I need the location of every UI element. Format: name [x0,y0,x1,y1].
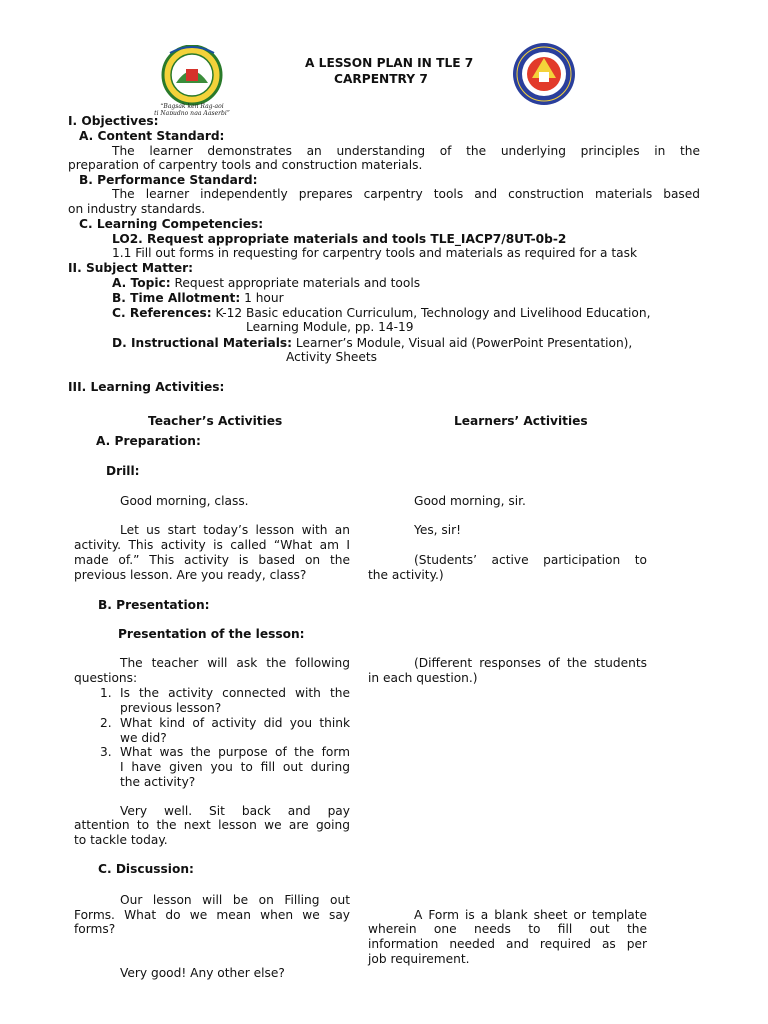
references-label: C. References: [112,306,212,320]
teacher-very-good: Very good! Any other else? [120,966,285,980]
references-value: K-12 Basic education Curriculum, Technology and Livelihood Education, [211,306,651,320]
learning-activities-heading: III. Learning Activities: [68,380,225,394]
learner-participation: (Students’ active participation to [414,553,647,567]
subject-matter-heading: II. Subject Matter: [68,261,194,275]
materials-value: Learner’s Module, Visual aid (PowerPoint Presentation), [292,336,633,350]
learner-greeting: Good morning, sir. [414,494,526,508]
doc-title-line1: A LESSON PLAN IN TLE 7 [305,56,474,70]
learner-form-definition: job requirement. [368,952,470,966]
teacher-very-well: Very well. Sit back and pay [120,804,350,818]
learner-column-header: Learners’ Activities [454,414,588,428]
teacher-drill-text: made of.” This activity is based on the [74,553,350,567]
references-value-cont: Learning Module, pp. 14-19 [246,320,414,334]
topic-value: Request appropriate materials and tools [170,276,421,290]
question-number: 2. [100,716,112,730]
performance-standard-label: B. Performance Standard: [79,173,258,187]
drill-heading: Drill: [106,464,140,478]
teacher-discussion: forms? [74,922,116,936]
learner-responses: in each question.) [368,671,478,685]
teacher-drill-text: previous lesson. Are you ready, class? [74,568,307,582]
materials-row [112,336,632,351]
question-text: previous lesson? [120,701,222,715]
teacher-very-well: attention to the next lesson we are going [74,818,350,832]
teacher-ask-text: The teacher will ask the following [120,656,350,670]
question-text: I have given you to fill out during [120,760,350,774]
content-standard-label: A. Content Standard: [79,129,225,143]
teacher-discussion: Our lesson will be on Filling out [120,893,350,907]
competency-sub: 1.1 Fill out forms in requesting for carpentry tools and materials as required for a task [112,246,638,260]
performance-standard-text: on industry standards. [68,202,206,216]
question-text: What kind of activity did you think [120,716,350,730]
svg-text:“Bagsak ken Rag-aoi: “Bagsak ken Rag-aoi [160,103,224,110]
question-text: What was the purpose of the form [120,745,350,759]
learner-form-definition: A Form is a blank sheet or template [414,908,647,922]
presentation-of-lesson: Presentation of the lesson: [118,627,305,641]
time-row [112,291,284,306]
topic-label: A. Topic: [112,276,171,290]
learner-form-definition: information needed and required as per [368,937,647,951]
deped-seal-logo [146,45,238,115]
objectives-heading: I. Objectives: [68,114,159,128]
content-standard-text: The learner demonstrates an understanding of the underlying principles in the [112,144,700,158]
doc-title-line2: CARPENTRY 7 [334,72,428,86]
svg-text:ti Napudno nga Agserbi”: ti Napudno nga Agserbi” [154,110,230,115]
competencies-label: C. Learning Competencies: [79,217,264,231]
presentation-heading: B. Presentation: [98,598,210,612]
discussion-heading: C. Discussion: [98,862,194,876]
question-text: Is the activity connected with the [120,686,350,700]
question-number: 1. [100,686,112,700]
materials-label: D. Instructional Materials: [112,336,293,350]
learner-yes: Yes, sir! [414,523,462,537]
question-number: 3. [100,745,112,759]
question-text: we did? [120,731,167,745]
teacher-very-well: to tackle today. [74,833,168,847]
performance-standard-text: The learner independently prepares carpentry tools and construction materials based [112,187,700,201]
teacher-column-header: Teacher’s Activities [148,414,283,428]
question-text: the activity? [120,775,196,789]
competency-lo2: LO2. Request appropriate materials and tools TLE_IACP7/8UT-0b-2 [112,232,567,246]
learner-responses: (Different responses of the students [414,656,647,670]
school-seal-logo [512,42,576,106]
topic-row [112,276,420,291]
teacher-ask-text: questions: [74,671,138,685]
preparation-heading: A. Preparation: [96,434,201,448]
materials-value-cont: Activity Sheets [286,350,378,364]
learner-form-definition: wherein one needs to fill out the [368,922,647,936]
content-standard-text: preparation of carpentry tools and construction materials. [68,158,423,172]
teacher-drill-text: activity. This activity is called “What am I [74,538,350,552]
teacher-discussion: Forms. What do we mean when we say [74,908,350,922]
time-label: B. Time Allotment: [112,291,241,305]
learner-participation: the activity.) [368,568,444,582]
references-row [112,306,650,321]
time-value: 1 hour [240,291,284,305]
teacher-greeting: Good morning, class. [120,494,249,508]
teacher-drill-text: Let us start today’s lesson with an [120,523,350,537]
